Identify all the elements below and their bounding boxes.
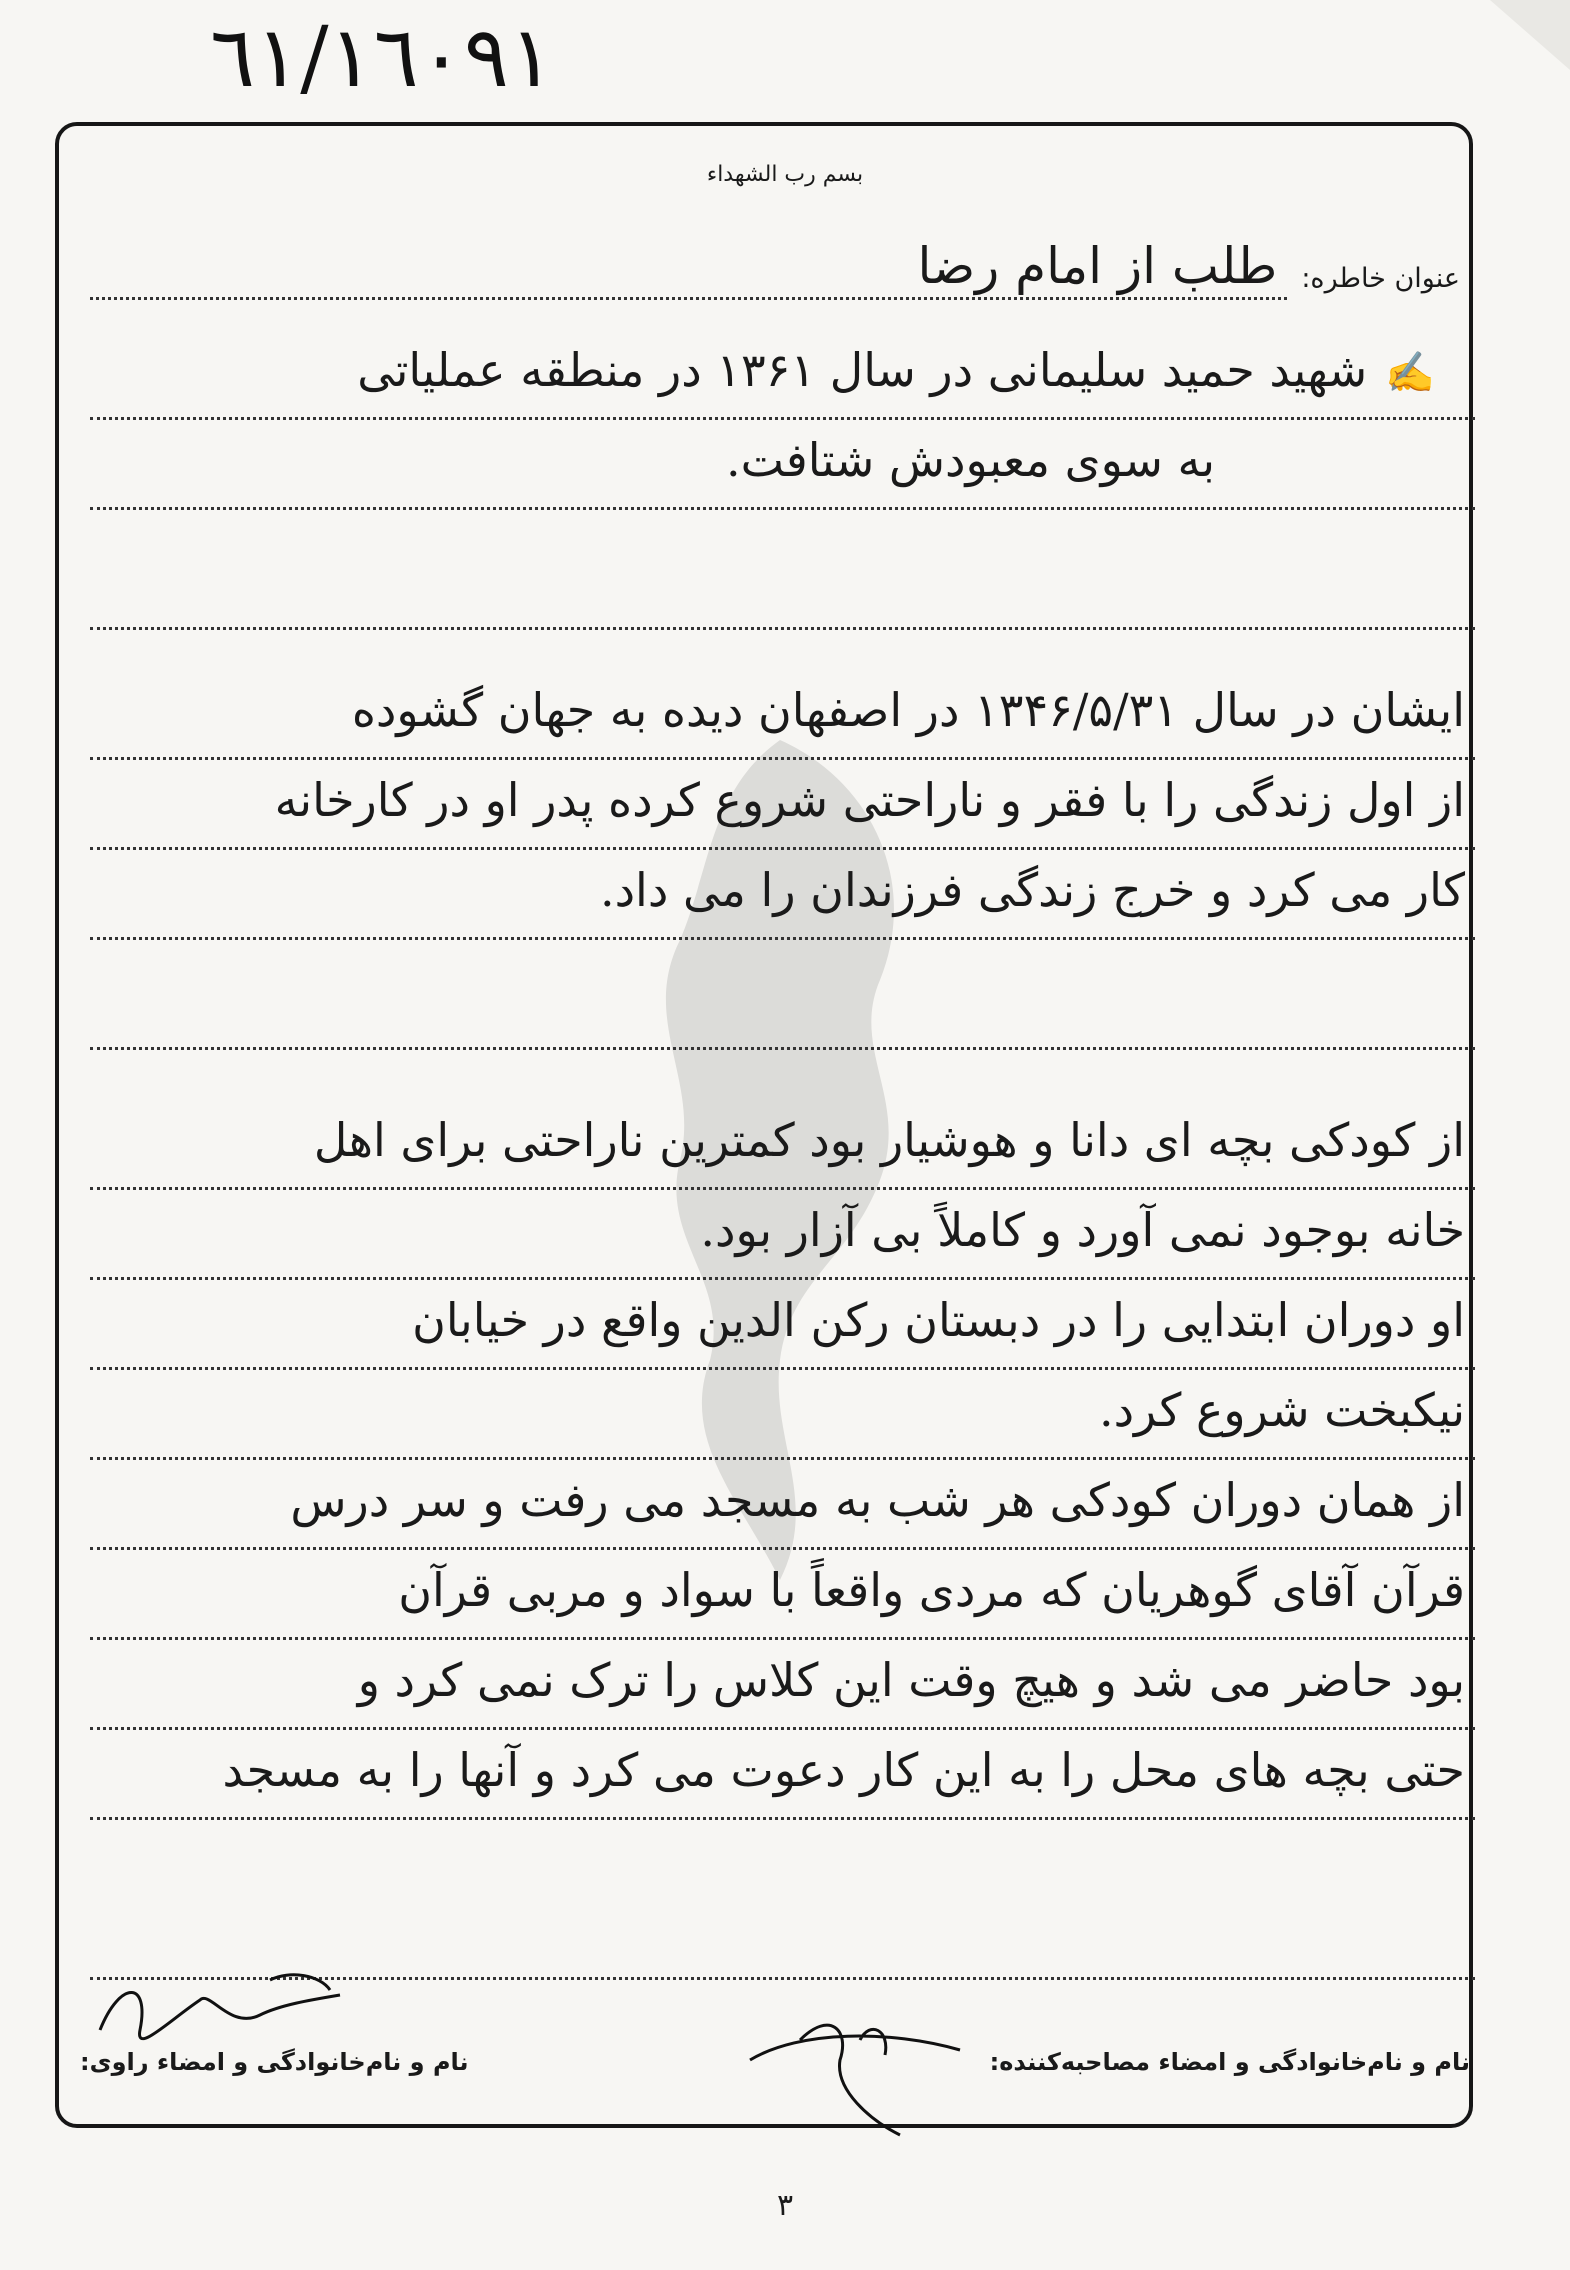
text-line: ✍شهید حمید سلیمانی در سال ۱۳۶۱ در منطقه عملیاتی xyxy=(90,330,1475,420)
document-number: ٦١/١٦٠٩١ xyxy=(210,8,555,106)
document-heading: بسم رب الشهداء xyxy=(706,162,864,187)
text-line xyxy=(90,540,1475,630)
text-line: خانه بوجود نمی آورد و کاملاً بی آزار بود. xyxy=(90,1190,1475,1280)
interviewer-label: نام و نام‌خانوادگی و امضاء مصاحبه‌کننده: xyxy=(989,2048,1470,2076)
text-line: بود حاضر می شد و هیچ وقت این کلاس را ترک نمی کرد و xyxy=(90,1640,1475,1730)
text-line: از کودکی بچه ای دانا و هوشیار بود کمترین ناراحتی برای اهل xyxy=(90,1100,1475,1190)
text-line xyxy=(90,960,1475,1050)
text-line: کار می کرد و خرج زندگی فرزندان را می داد. xyxy=(90,850,1475,940)
pen-icon: ✍ xyxy=(1385,350,1435,396)
page-number: ٣ xyxy=(776,2188,794,2223)
folded-corner xyxy=(1490,0,1570,70)
text-line: از اول زندگی را با فقر و ناراحتی شروع کرده پدر او در کارخانه xyxy=(90,760,1475,850)
title-label: عنوان خاطره: xyxy=(1301,263,1460,294)
text-line: حتی بچه های محل را به این کار دعوت می کرد و آنها را به مسجد xyxy=(90,1730,1475,1820)
title-row xyxy=(90,230,1460,300)
text-line: او دوران ابتدایی را در دبستان رکن الدین واقع در خیابان xyxy=(90,1280,1475,1370)
text-line: از همان دوران کودکی هر شب به مسجد می رفت و سر درس xyxy=(90,1460,1475,1550)
text-line: نیکبخت شروع کرد. xyxy=(90,1370,1475,1460)
title-value: طلب از امام رضا xyxy=(90,235,1287,300)
narrator-label: نام و نام‌خانوادگی و امضاء راوی: xyxy=(80,2048,469,2076)
text-line: قرآن آقای گوهریان که مردی واقعاً با سواد و مربی قرآن xyxy=(90,1550,1475,1640)
text-line: به سوی معبودش شتافت. xyxy=(90,420,1475,510)
signature-footer xyxy=(80,2048,1470,2076)
text-line: ایشان در سال ۱۳۴۶/۵/۳۱ در اصفهان دیده به جهان گشوده xyxy=(90,670,1475,760)
